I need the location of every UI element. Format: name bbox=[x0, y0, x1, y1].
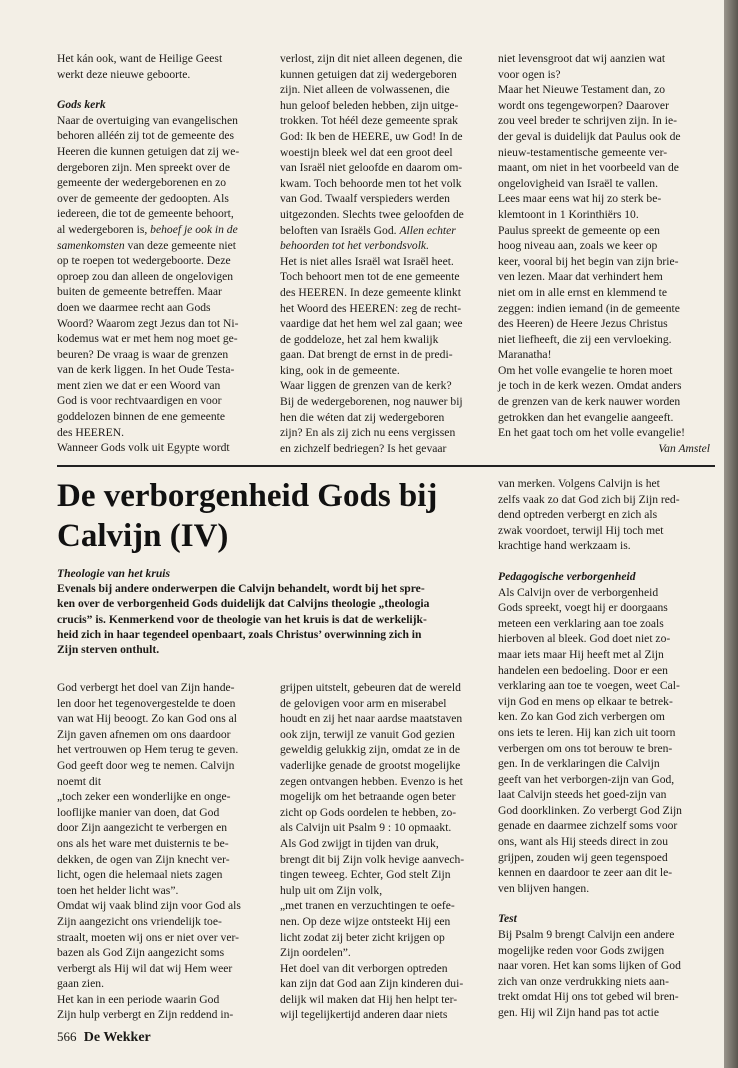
article-title: De verborgenheid Gods bij Calvijn (IV) bbox=[57, 478, 438, 554]
article-column-3 bbox=[498, 476, 710, 1021]
subheading-theologie: Theologie van het kruis bbox=[57, 567, 171, 580]
paragraph: Bij Psalm 9 brengt Calvijn een andere mogelijke reden voor Gods zwijgen naar voren. Het kan soms lijken of God zich van onze verdrukking niets aan- trekt omdat Hij ons tot gebed wil bren- gen. Hij wil Zijn hand pas tot actie bbox=[498, 928, 681, 1019]
paragraph: Het kán ook, want de Heilige Geest werkt deze nieuwe geboorte. bbox=[57, 52, 223, 81]
paragraph bbox=[57, 113, 257, 456]
article-intro bbox=[57, 566, 487, 657]
paragraph: God verbergt het doel van Zijn hande- len door het tegenovergestelde te doen van wat Hij beoogt. Zo kan God ons al Zijn gaven afnemen om ons daardoor het vertrouwen op Hem terug te geven. God geeft door weg te nemen. Calvijn noemt dit „toch zeker een wonderlijke en onge- looflijke manier van doen, dat God door Zijn aangezicht te verbergen en ons als het ware met duisternis te be- dekken, de ogen van Zijn knecht ver- licht, ogen die helemaal niets zagen toen het helder licht was”. Omdat wij vaak blind zijn voor God als Zijn aangezicht ons vriendelijk toe- straalt, moeten wij ons er niet over ver- bazen als God Zijn aangezicht soms verbergt als Hij wil dat wij Hem weer gaan zien. Het kan in een periode waarin God Zijn hulp verbergt en Zijn reddend in- bbox=[57, 681, 241, 1022]
text-run: verlost, zijn dit niet alleen degenen, die kunnen getuigen dat zij wedergeboren zijn. Niet alleen de volwassenen, die hun geloof beleden hebben, zijn uitge- trokken. Tot héél deze gemeente sprak God: Ik ben de HEERE, uw God! In de woestijn bleek wel dat een groot deel van Israël niet geloofde en daarom om- kwam. Toch behoorde men tot het volk van God. Twaalf verspieders werden uitgezonden. Slechts twee geloofden de beloften van Israëls God. bbox=[280, 52, 464, 237]
magazine-name: De Wekker bbox=[83, 1030, 151, 1045]
author-signature: Van Amstel bbox=[658, 441, 710, 455]
top-column-2 bbox=[280, 51, 485, 456]
text-run: Het is niet alles Israël wat Israël heet. Toch behoort men tot de ene gemeente des HEEREN. In deze gemeente klinkt het Woord des HEEREN: zeg de recht- vaardige dat het hem wel zal gaan; wee de goddeloze, het zal hem kwalijk gaan. Dat brengt de ernst in de predi- king, ook in de gemeente. Waar liggen de grenzen van de kerk? Bij de wedergeborenen, nog nauwer bij hen die wéten dat zij wedergeboren zijn? En als zij zich nu eens vergissen en zichzelf bedriegen? Is het gevaar bbox=[280, 254, 463, 455]
subheading-test: Test bbox=[498, 912, 517, 926]
spacer bbox=[498, 554, 710, 569]
lead-paragraph: Evenals bij andere onderwerpen die Calvijn behandelt, wordt bij het spre- ken over de verborgenheid Gods duidelijk dat Calvijns theologie „theologia crucis” is. Kenmerkend voor de theologie van het kruis is dat de werkelijk- heid zich in haar tegendeel openbaart, zoals Christus’ overwinning zich in Zijn sterven onthult. bbox=[57, 582, 430, 657]
paragraph: Als Calvijn over de verborgenheid Gods spreekt, voegt hij er doorgaans meteen een verklaring aan toe zoals hierboven al bleek. God doet niet zo- maar iets maar Hij heeft met al Zijn handelen een bedoeling. Door er een verklaring aan toe te voegen, weet Cal- vijn God en mens op elkaar te betrek- ken. Zo kan God zich verbergen om ons iets te leren. Hij kan zich uit toorn verbergen om ons tot berouw te bren- gen. In de verklaringen die Calvijn geeft van het verborgen-zijn van God, laat Calvijn steeds het goed-zijn van God doorklinken. Zo verbergt God Zijn genade en daarmee zichzelf soms voor ons, want als Hij steeds direct in zou grijpen, zouden wij geen tegenspoed kennen en daardoor te zeer aan dit le- ven blijven hangen. bbox=[498, 585, 682, 895]
paragraph: niet levensgroot dat wij aanzien wat voor ogen is? Maar het Nieuwe Testament dan, zo wordt ons tegengeworpen? Daarover zou veel breder te schrijven zijn. In ie- der geval is duidelijk dat Paulus ook de nieuw-testamentische gemeente ver- maant, om niet in het voorbeeld van de ongelovigheid van Israël te vallen. Lees maar eens wat hij zo sterk be- klemtoont in 1 Korinthiërs 10. Paulus spreekt de gemeente op een hoog niveau aan, zoals we keer op keer, vooral bij het begin van zijn brie- ven lezen. Maar dat verhindert hem niet om in alle ernst en klemmend te zeggen: indien iemand (in de gemeente des Heeren) de Heere Jezus Christus niet liefheeft, die zij een vervloeking. Maranatha! Om het volle evangelie te horen moet je toch in de kerk wezen. Omdat anders de grenzen van de kerk nauwer worden getrokken dan het evangelie aangeeft. En het gaat toch om het volle evangelie! bbox=[498, 52, 686, 440]
subheading-pedagogische: Pedagogische verborgenheid bbox=[498, 569, 636, 583]
section-divider bbox=[57, 465, 715, 467]
paragraph: van merken. Volgens Calvijn is het zelfs vaak zo dat God zich bij Zijn red- dend optreden verbergt en zich als zwak voordoet, terwijl Hij toch met krachtige hand werkzaam is. bbox=[498, 477, 680, 553]
paragraph bbox=[280, 51, 485, 456]
top-column-3 bbox=[498, 51, 710, 456]
text-run: van deze gemeente niet op te roepen tot wedergeboorte. Deze oproep zou dan alleen de ongelovigen buiten de gemeente betreffen. Maar doen we daarmee recht aan Gods Woord? Waarom zegt Jezus dan tot Ni- kodemus wat er met hem nog moet ge- beuren? De vraag is waar de grenzen van de kerk liggen. In het Oude Testa- ment zien we dat er een Woord van God is voor rechtvaardigen en voor goddelozen binnen de ene gemeente des HEEREN. Wanneer Gods volk uit Egypte wordt bbox=[57, 238, 239, 455]
subheading-gods-kerk: Gods kerk bbox=[57, 98, 106, 112]
italic-text-run: behoef je ook in de samenkomsten bbox=[57, 222, 238, 252]
article-column-1 bbox=[57, 680, 262, 1023]
article-column-2 bbox=[280, 680, 485, 1023]
top-column-1 bbox=[57, 51, 257, 456]
page-footer bbox=[57, 1029, 151, 1046]
paragraph: grijpen uitstelt, gebeuren dat de wereld de gelovigen voor arm en miserabel houdt en zij het naar aardse maatstaven ook zijn, terwijl ze vanuit God gezien geweldig gelukkig zijn, omdat ze in de vaderlijke genade de grootst mogelijke zegen ontvangen hebben. Evenzo is het mogelijk om het betraande ogen beter zicht op Gods oordelen te hebben, zo- als Calvijn uit Psalm 9 : 10 opmaakt. Als God zwijgt in tijden van druk, brengt dit bij Zijn volk hevige aanvech- tingen teweeg. Echter, God stelt Zijn hulp uit om Zijn volk, „met tranen en verzuchtingen te oefe- nen. Op deze wijze ontsteekt Hij een licht zodat zij beter zicht krijgen op Zijn oordelen”. Het doel van dit verborgen optreden kan zijn dat God aan Zijn kinderen dui- delijk wil maken dat Hij hen helpt ter- wijl tegelijkertijd anderen daar niets bbox=[280, 681, 465, 1022]
italic-text-run: Allen echter behoorden tot het verbondsvolk. bbox=[280, 223, 456, 253]
spacer bbox=[498, 896, 710, 911]
page-number: 566 bbox=[57, 1029, 77, 1044]
scan-edge bbox=[724, 0, 738, 1068]
text-run: Naar de overtuiging van evangelischen behoren alléén zij tot de gemeente des Heeren die kunnen getuigen dat zij we- dergeboren zijn. Men spreekt over de gemeente der wedergeborenen en zo over de gemeente der gedoopten. Als iedereen, die tot de gemeente behoort, al wedergeboren is, bbox=[57, 113, 240, 236]
